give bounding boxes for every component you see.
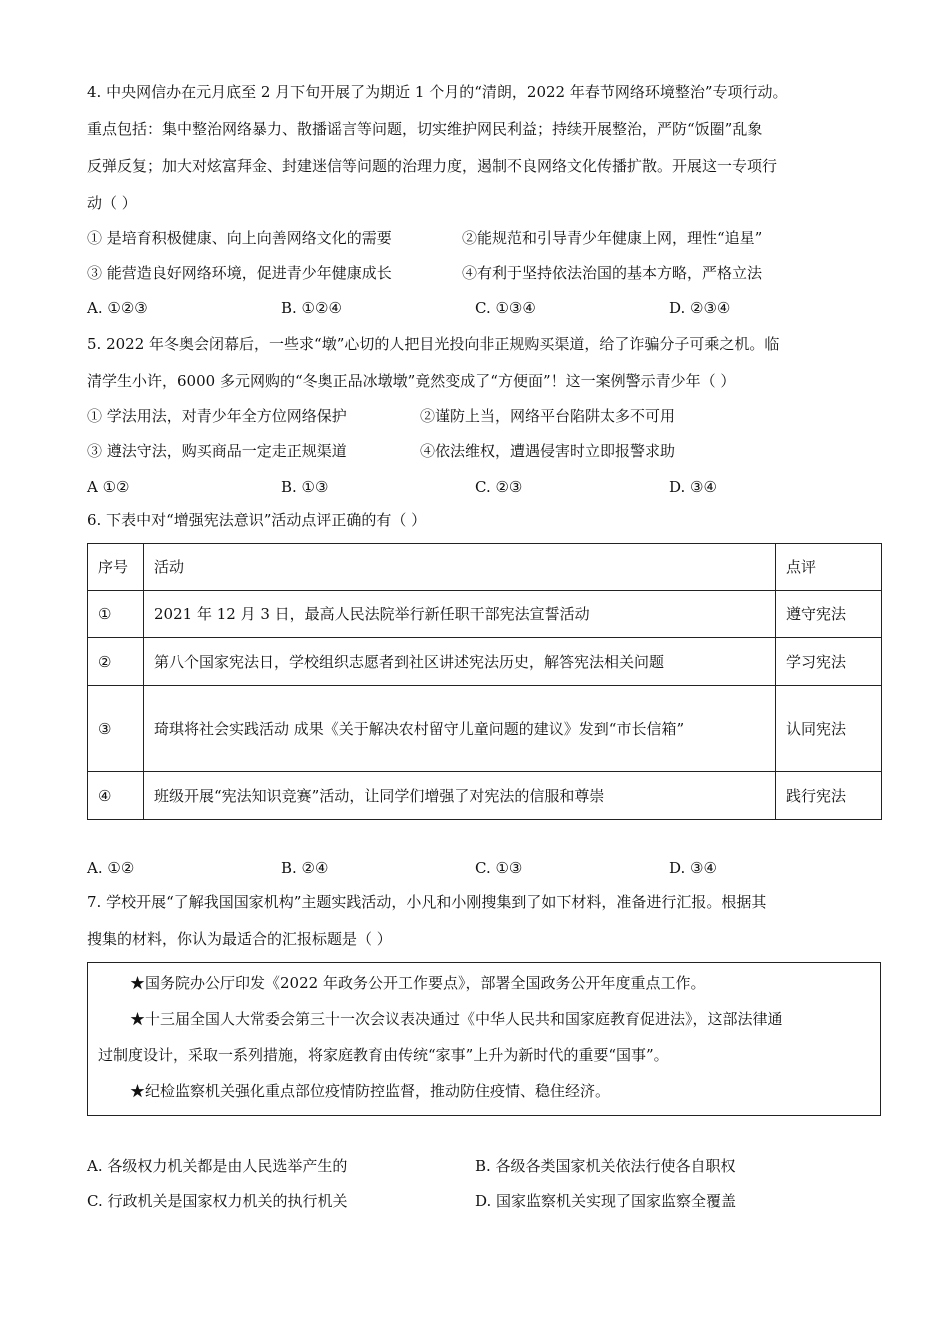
q6-stem: 6. 下表中对“增强宪法意识”活动点评正确的有（ ） — [87, 511, 427, 529]
table-cell-comment: 认同宪法 — [776, 686, 882, 772]
q7-stem-line-2: 搜集的材料，你认为最适合的汇报标题是（ ） — [87, 930, 392, 948]
q4-statement-2: ②能规范和引导青少年健康上网，理性“追星” — [462, 229, 763, 247]
q4-statement-3: ③ 能营造良好网络环境，促进青少年健康成长 — [87, 264, 392, 282]
q5-statement-1: ① 学法用法，对青少年全方位网络保护 — [87, 407, 347, 425]
q4-statement-4: ④有利于坚持依法治国的基本方略，严格立法 — [462, 264, 763, 282]
q4-choice-b[interactable]: B. ①②④ — [281, 299, 342, 317]
q7-choice-a[interactable]: A. 各级权力机关都是由人民选举产生的 — [87, 1157, 348, 1175]
table-cell-activity: 第八个国家宪法日，学校组织志愿者到社区讲述宪法历史，解答宪法相关问题 — [144, 638, 776, 686]
q7-material-item-3: ★纪检监察机关强化重点部位疫情防控监督，推动防住疫情、稳住经济。 — [130, 1082, 611, 1100]
table-cell-index: ③ — [88, 686, 144, 772]
q6-activity-table — [87, 543, 882, 820]
table-cell-activity: 班级开展“宪法知识竞赛”活动，让同学们增强了对宪法的信服和尊崇 — [144, 772, 776, 820]
q7-choice-d[interactable]: D. 国家监察机关实现了国家监察全覆盖 — [475, 1192, 737, 1210]
q4-stem-line-4: 动（ ） — [87, 194, 137, 212]
table-cell-comment: 遵守宪法 — [776, 591, 882, 638]
q4-statement-1: ① 是培育积极健康、向上向善网络文化的需要 — [87, 229, 392, 247]
q5-statement-4: ④依法维权，遭遇侵害时立即报警求助 — [420, 442, 676, 460]
table-header-cell: 活动 — [144, 544, 776, 591]
q4-choice-a[interactable]: A. ①②③ — [87, 299, 148, 317]
table-cell-index: ② — [88, 638, 144, 686]
table-cell-index: ④ — [88, 772, 144, 820]
table-cell-index: ① — [88, 591, 144, 638]
table-header-row — [88, 544, 882, 591]
q6-choice-a[interactable]: A. ①② — [87, 859, 135, 877]
q5-choice-a[interactable]: A ①② — [87, 478, 130, 496]
q7-material-item-2-cont: 过制度设计，采取一系列措施，将家庭教育由传统“家事”上升为新时代的重要“国事”。 — [98, 1046, 669, 1064]
q4-choice-c[interactable]: C. ①③④ — [475, 299, 536, 317]
q5-choice-c[interactable]: C. ②③ — [475, 478, 523, 496]
q4-stem-line-1: 4. 中央网信办在元月底至 2 月下旬开展了为期近 1 个月的“清朗，2022 年春节网络环境整治”专项行动。 — [87, 83, 788, 101]
q7-material-item-1: ★国务院办公厅印发《2022 年政务公开工作要点》，部署全国政务公开年度重点工作。 — [130, 974, 706, 992]
q7-choice-b[interactable]: B. 各级各类国家机关依法行使各自职权 — [475, 1157, 736, 1175]
table-cell-comment: 践行宪法 — [776, 772, 882, 820]
table-cell-activity: 2021 年 12 月 3 日，最高人民法院举行新任职干部宪法宣誓活动 — [144, 591, 776, 638]
q6-choice-c[interactable]: C. ①③ — [475, 859, 523, 877]
table-row — [88, 772, 882, 820]
q5-stem-line-2: 清学生小许，6000 多元网购的“冬奥正品冰墩墩”竟然变成了“方便面”！这一案例警示青少年（ ） — [87, 372, 736, 390]
q7-material-box — [87, 962, 881, 1116]
q7-stem-line-1: 7. 学校开展“了解我国国家机构”主题实践活动，小凡和小刚搜集到了如下材料，准备进行汇报。根据其 — [87, 893, 767, 911]
q5-statement-2: ②谨防上当，网络平台陷阱太多不可用 — [420, 407, 676, 425]
table-cell-comment: 学习宪法 — [776, 638, 882, 686]
table-cell-activity: 琦琪将社会实践活动 成果《关于解决农村留守儿童问题的建议》发到“市长信箱” — [144, 686, 776, 772]
table-row — [88, 638, 882, 686]
q5-stem-line-1: 5. 2022 年冬奥会闭幕后，一些求“墩”心切的人把目光投向非正规购买渠道，给了诈骗分子可乘之机。临 — [87, 335, 780, 353]
q4-stem-line-2: 重点包括：集中整治网络暴力、散播谣言等问题，切实维护网民利益；持续开展整治，严防“饭圈”乱象 — [87, 120, 763, 138]
q7-material-item-2: ★十三届全国人大常委会第三十一次会议表决通过《中华人民共和国家庭教育促进法》，这部法律通 — [130, 1010, 783, 1028]
q7-choice-c[interactable]: C. 行政机关是国家权力机关的执行机关 — [87, 1192, 348, 1210]
q6-choice-d[interactable]: D. ③④ — [669, 859, 717, 877]
q4-stem-line-3: 反弹反复；加大对炫富拜金、封建迷信等问题的治理力度，遏制不良网络文化传播扩散。开展这一专项行 — [87, 157, 778, 175]
table-header-cell: 点评 — [776, 544, 882, 591]
q6-choice-b[interactable]: B. ②④ — [281, 859, 329, 877]
table-row — [88, 591, 882, 638]
table-row — [88, 686, 882, 772]
q5-choice-b[interactable]: B. ①③ — [281, 478, 329, 496]
q5-choice-d[interactable]: D. ③④ — [669, 478, 717, 496]
q4-choice-d[interactable]: D. ②③④ — [669, 299, 731, 317]
q5-statement-3: ③ 遵法守法，购买商品一定走正规渠道 — [87, 442, 347, 460]
table-header-cell: 序号 — [88, 544, 144, 591]
